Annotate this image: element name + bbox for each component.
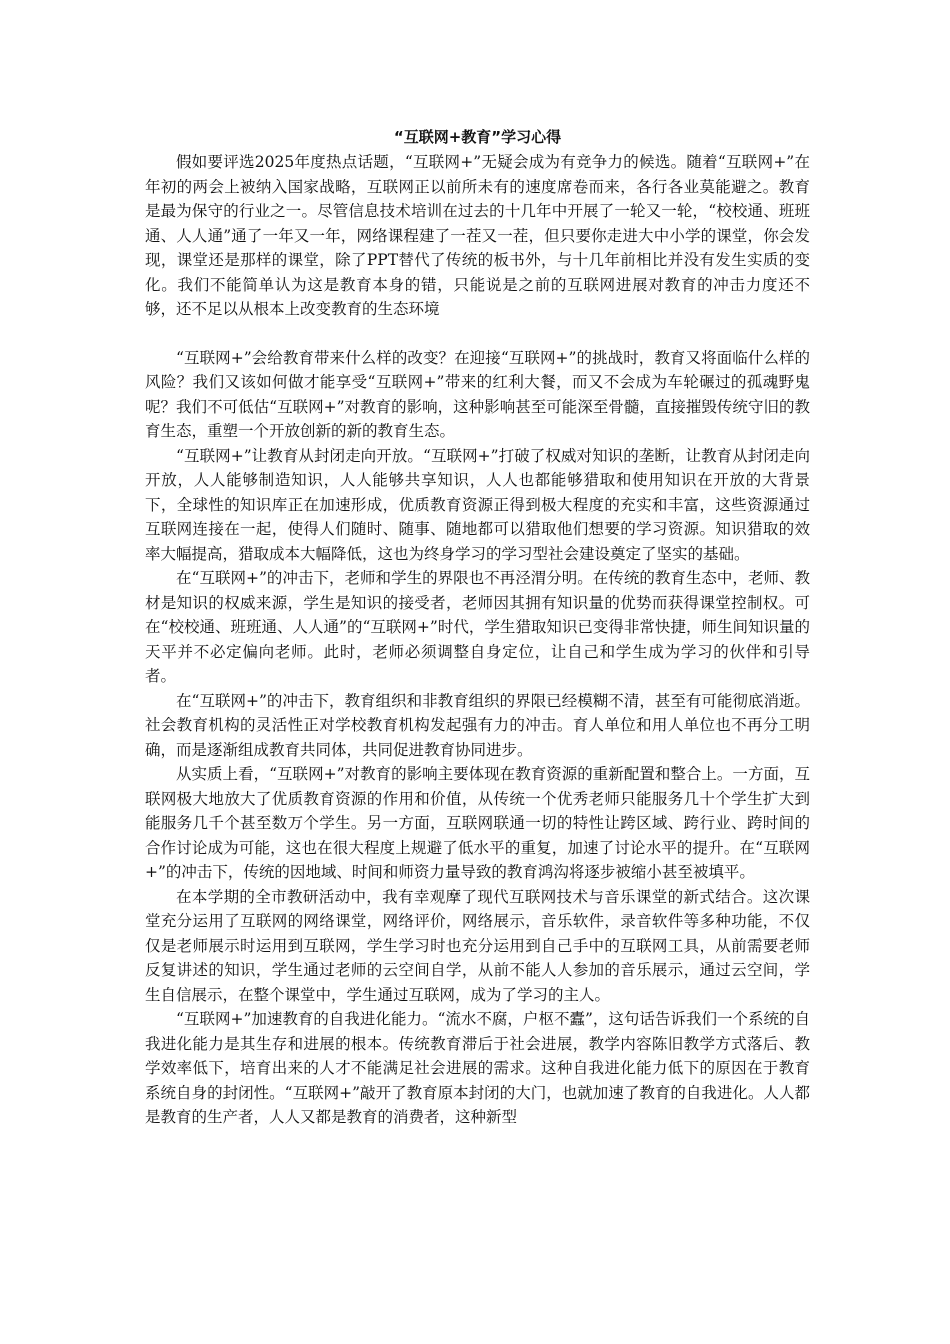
- paragraph-1: 假如要评选2025年度热点话题，“互联网+”无疑会成为有竞争力的候选。随着“互联网+”在年初的两会上被纳入国家战略，互联网正以前所未有的速度席卷而来，各行各业莫能避之。教育是最为保守的行业之一。尽管信息技术培训在过去的十几年中开展了一轮又一轮，“校校通、班班通、人人通”通了一年又一年，网络课程建了一茬又一茬，但只要你走进大中小学的课堂，你会发现，课堂还是那样的课堂，除了PPT替代了传统的板书外，与十几年前相比并没有发生实质的变化。我们不能简单认为这是教育本身的错，只能说是之前的互联网进展对教育的冲击力度还不够，还不足以从根本上改变教育的生态环境: [145, 153, 810, 318]
- paragraph-5: 在“互联网+”的冲击下，教育组织和非教育组织的界限已经模糊不清，甚至有可能彻底消逝。社会教育机构的灵活性正对学校教育机构发起强有力的冲击。育人单位和用人单位也不再分工明确，而是逐渐组成教育共同体，共同促进教育协同进步。: [145, 691, 810, 759]
- paragraph-8: “互联网+”加速教育的自我进化能力。“流水不腐，户枢不蠹”，这句话告诉我们一个系统的自我进化能力是其生存和进展的根本。传统教育滞后于社会进展，教学内容陈旧教学方式落后、教学效率低下，培育出来的人才不能满足社会进展的需求。这种自我进化能力低下的原因在于教育系统自身的封闭性。“互联网+”敲开了教育原本封闭的大门，也就加速了教育的自我进化。人人都是教育的生产者，人人又都是教育的消费者，这种新型: [145, 1010, 810, 1126]
- paragraph-2: “互联网+”会给教育带来什么样的改变？在迎接“互联网+”的挑战时，教育又将面临什么样的风险？我们又该如何做才能享受“互联网+”带来的红利大餐，而又不会成为车轮碾过的孤魂野鬼呢？我们不可低估“互联网+”对教育的影响，这种影响甚至可能深至骨髓，直接摧毁传统守旧的教育生态，重塑一个开放创新的新的教育生态。: [145, 348, 810, 440]
- paragraph-7: 在本学期的全市教研活动中，我有幸观摩了现代互联网技术与音乐课堂的新式结合。这次课堂充分运用了互联网的网络课堂，网络评价，网络展示，音乐软件，录音软件等多种功能，不仅仅是老师展示时运用到互联网，学生学习时也充分运用到自己手中的互联网工具，从前需要老师反复讲述的知识，学生通过老师的云空间自学，从前不能人人参加的音乐展示，通过云空间，学生自信展示，在整个课堂中，学生通过互联网，成为了学习的主人。: [145, 887, 810, 1004]
- paragraph-6: 从实质上看，“互联网+”对教育的影响主要体现在教育资源的重新配置和整合上。一方面，互联网极大地放大了优质教育资源的作用和价值，从传统一个优秀老师只能服务几十个学生扩大到能服务几千个甚至数万个学生。另一方面，互联网联通一切的特性让跨区域、跨行业、跨时间的合作讨论成为可能，这也在很大程度上规避了低水平的重复，加速了讨论水平的提升。在“互联网+”的冲击下，传统的因地域、时间和师资力量导致的教育鸿沟将逐步被缩小甚至被填平。: [145, 765, 810, 881]
- document-title: “互联网+教育”学习心得: [393, 128, 562, 146]
- paragraph-3: “互联网+”让教育从封闭走向开放。“互联网+”打破了权威对知识的垄断，让教育从封闭走向开放，人人能够制造知识，人人能够共享知识，人人也都能够猎取和使用知识在开放的大背景下，全球性的知识库正在加速形成，优质教育资源正得到极大程度的充实和丰富，这些资源通过互联网连接在一起，使得人们随时、随事、随地都可以猎取他们想要的学习资源。知识猎取的效率大幅提高，猎取成本大幅降低，这也为终身学习的学习型社会建设奠定了坚实的基础。: [145, 446, 810, 563]
- paragraph-gap: [145, 322, 810, 346]
- paragraph-4: 在“互联网+”的冲击下，老师和学生的界限也不再泾渭分明。在传统的教育生态中，老师、教材是知识的权威来源，学生是知识的接受者，老师因其拥有知识量的优势而获得课堂控制权。可在“校校通、班班通、人人通”的“互联网+”时代，学生猎取知识已变得非常快捷，师生间知识量的天平并不必定偏向老师。此时，老师必须调整自身定位，让自己和学生成为学习的伙伴和引导者。: [145, 569, 810, 685]
- document-body: [145, 126, 810, 1130]
